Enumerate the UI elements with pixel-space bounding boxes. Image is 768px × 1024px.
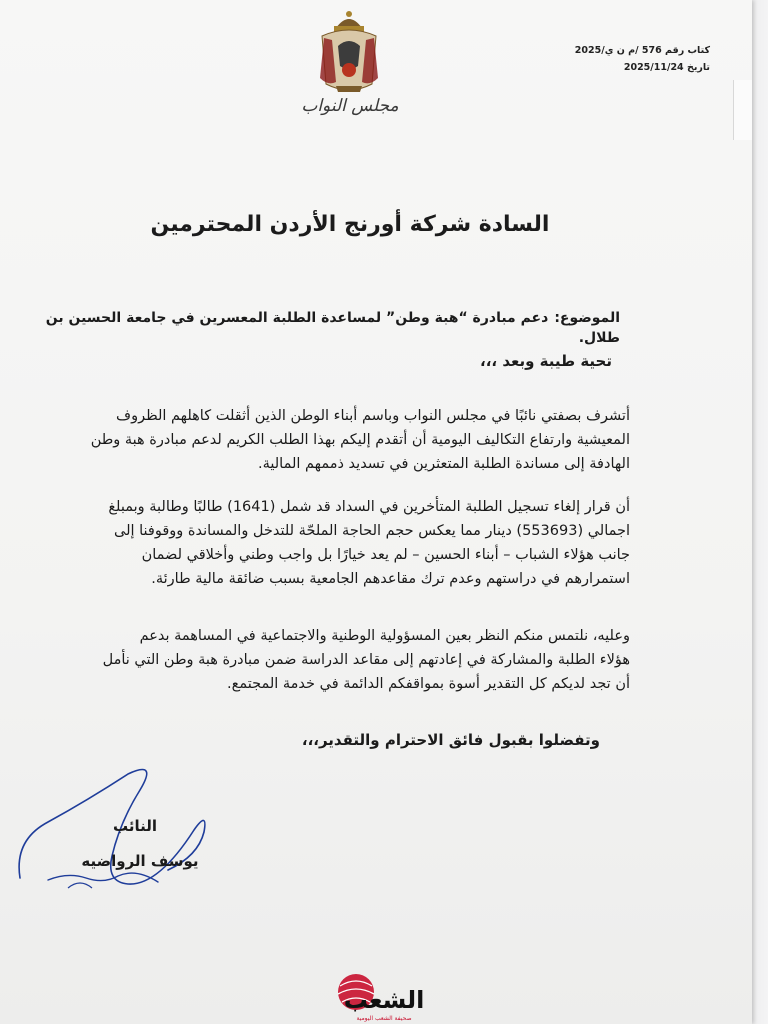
paragraph-3 xyxy=(30,624,630,696)
paragraph-2 xyxy=(30,495,630,591)
handwritten-signature xyxy=(8,760,228,910)
letter-number: كتاب رقم 576 /م ن ي/2025 xyxy=(574,45,710,56)
newspaper-watermark-logo xyxy=(300,972,460,1024)
paragraph-line: أتشرف بصفتي نائبًا في مجلس النواب وباسم أبناء الوطن الذين أثقلت كاهلهم الظروف xyxy=(116,408,630,424)
council-name: مجلس النواب xyxy=(301,96,399,116)
addressee: السادة شركة أورنج الأردن المحترمين xyxy=(150,212,550,237)
paragraph-line: هؤلاء الطلبة والمشاركة في إعادتهم إلى مقاعد الدراسة ضمن مبادرة هبة وطن التي نأمل xyxy=(102,652,630,668)
svg-text:صحيفة الشعب اليومية: صحيفة الشعب اليومية xyxy=(356,1015,412,1022)
paragraph-1 xyxy=(30,404,630,476)
paragraph-line: جانب هؤلاء الشباب – أبناء الحسين – لم يعد خيارًا بل واجب وطني وأخلاقي لضمان xyxy=(141,547,630,563)
paragraph-line: المعيشية وارتفاع التكاليف اليومية أن أتقدم إليكم بهذا الطلب الكريم لدعم مبادرة هبة وطن xyxy=(90,432,630,448)
greeting: تحية طيبة وبعد ،،، xyxy=(480,352,612,370)
letter-reference xyxy=(560,42,710,76)
letter-date: تاريخ 2025/11/24 xyxy=(623,62,710,73)
signatory-name: يوسف الرواضيه xyxy=(81,852,199,870)
subject-label: الموضوع: xyxy=(554,310,620,326)
paragraph-line: اجمالي (553693) دينار مما يعكس حجم الحاجة الملحّة للتدخل والمساندة ووقوفنا إلى xyxy=(113,523,630,539)
underlying-sheet-edge xyxy=(733,80,752,140)
paragraph-line: استمرارهم في دراستهم وعدم ترك مقاعدهم الجامعية بسبب ضائقة مالية طارئة. xyxy=(151,571,630,587)
subject-text: دعم مبادرة “هبة وطن” لمساعدة الطلبة المعسرين في جامعة الحسين بن طلال. xyxy=(45,310,620,346)
paragraph-line: أن تجد لديكم كل التقدير أسوة بمواقفكم الدائمة في خدمة المجتمع. xyxy=(227,676,630,692)
royal-emblem-icon xyxy=(316,6,382,98)
paragraph-line: وعليه، نلتمس منكم النظر بعين المسؤولية الوطنية والاجتماعية في المساهمة بدعم xyxy=(139,628,630,644)
svg-text:الشعب: الشعب xyxy=(343,986,425,1014)
paragraph-line: أن قرار إلغاء تسجيل الطلبة المتأخرين في السداد قد شمل (1641) طالبًا وطالبة وبمبلغ xyxy=(108,499,630,515)
subject-line xyxy=(40,308,620,348)
signatory-title: النائب xyxy=(112,817,158,835)
closing-line: وتفضلوا بقبول فائق الاحترام والتقدير،،، xyxy=(301,731,600,749)
paragraph-line: الهادفة إلى مساندة الطلبة المتعثرين في تسديد ذممهم المالية. xyxy=(257,456,630,472)
